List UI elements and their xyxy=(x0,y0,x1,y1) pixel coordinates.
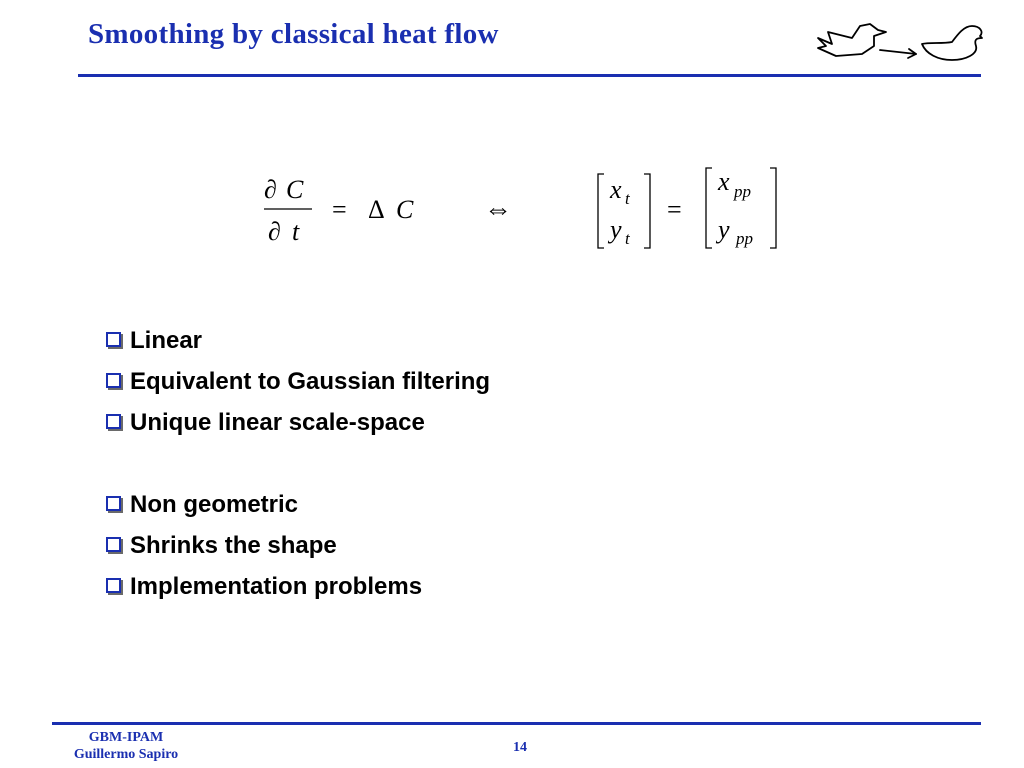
equals-sign-2: = xyxy=(667,195,682,224)
checkbox-bullet-icon xyxy=(106,414,121,429)
iff-symbol: ⇔ xyxy=(484,194,512,225)
bullet-text: Shrinks the shape xyxy=(130,531,337,559)
duck-shape-logo xyxy=(812,18,988,66)
bullet-text: Implementation problems xyxy=(130,572,423,600)
footer-org-name: GBM-IPAM xyxy=(88,730,164,745)
footer-author: Guillermo Sapiro xyxy=(73,747,179,762)
bullet-item xyxy=(106,525,490,566)
footer-affiliation xyxy=(52,729,200,763)
laplacian-symbol: Δ xyxy=(368,195,385,224)
var-y-lhs: y xyxy=(610,215,622,244)
var-C-numerator: C xyxy=(286,175,304,204)
bullet-item xyxy=(106,566,490,607)
bullet-item xyxy=(106,484,490,525)
bullet-item xyxy=(106,402,490,443)
equals-sign-1: = xyxy=(332,195,347,224)
var-y-rhs: y xyxy=(718,215,730,244)
bullet-text: Non geometric xyxy=(130,490,299,518)
checkbox-bullet-icon xyxy=(106,578,121,593)
checkbox-bullet-icon xyxy=(106,496,121,511)
bullet-text: Linear xyxy=(130,326,203,354)
bullet-list xyxy=(106,320,490,607)
header-rule xyxy=(78,74,981,77)
subscript-t-x: t xyxy=(625,189,630,208)
page-number: 14 xyxy=(513,740,527,755)
bullet-text: Unique linear scale-space xyxy=(130,408,425,436)
var-t-denominator: t xyxy=(292,217,300,246)
subscript-pp-y: pp xyxy=(736,229,753,248)
bullet-text: Equivalent to Gaussian filtering xyxy=(130,367,491,395)
bullet-item xyxy=(106,320,490,361)
slide-title: Smoothing by classical heat flow xyxy=(88,18,499,50)
subscript-pp-x: pp xyxy=(734,182,751,201)
checkbox-bullet-icon xyxy=(106,332,121,347)
heat-equation xyxy=(250,160,790,260)
partial-symbol-top: ∂ xyxy=(264,175,277,204)
var-x-lhs: x xyxy=(610,175,622,204)
subscript-t-y: t xyxy=(625,229,630,248)
checkbox-bullet-icon xyxy=(106,373,121,388)
footer-rule xyxy=(52,722,981,725)
var-C-rhs: C xyxy=(396,195,414,224)
bullet-item xyxy=(106,361,490,402)
partial-symbol-bottom: ∂ xyxy=(268,217,281,246)
checkbox-bullet-icon xyxy=(106,537,121,552)
var-x-rhs: x xyxy=(718,167,730,196)
